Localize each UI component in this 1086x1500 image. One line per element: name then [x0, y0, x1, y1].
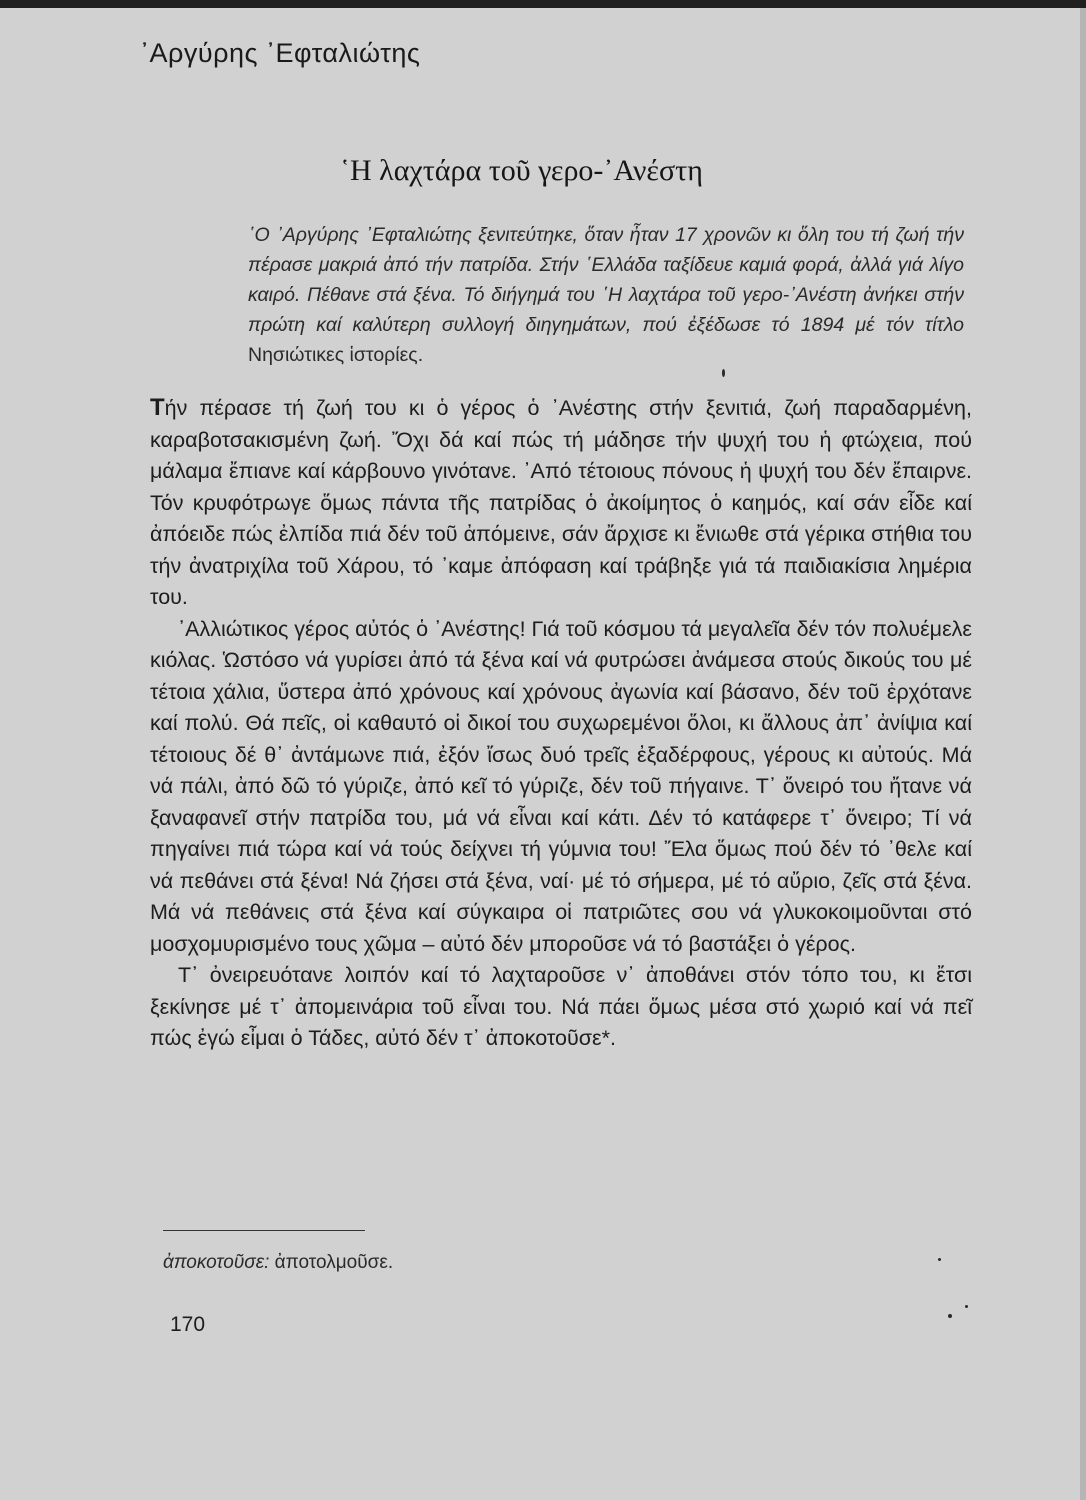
scan-right-edge	[1080, 8, 1086, 1500]
dust-speck	[965, 1305, 968, 1308]
footnote	[163, 1252, 393, 1274]
paragraph-1	[150, 392, 972, 614]
dust-speck	[722, 369, 725, 377]
paragraph-2: ᾿Αλλιώτικος γέρος αὐτός ὁ ᾿Ανέστης! Γιά τοῦ κόσμου τά μεγαλεῖα δέν τόν πολυέμελε κιόλας. Ὡστόσο νά γυρίσει ἀπό τά ξένα καί νά φυτρώσει ἀνάμεσα στούς δικούς του μέ τέτοια χάλια, ὕστερα ἀπό χρόνους καί χρόνους ἀγωνία καί βάσανο, δέν τοῦ ἐρχότανε καί πολύ. Θά πεῖς, οἱ καθαυτό οἱ δικοί του συχωρεμένοι ὅλοι, κι ἄλλους ἀπ᾿ ἀνίψια καί τέτοιους δέ θ᾿ ἀντάμωνε πιά, ἐξόν ἴσως δυό τρεῖς ἐξαδέρφους, γέρους κι αὐτούς. Μά νά πάλι, ἀπό δῶ τό γύριζε, ἀπό κεῖ τό γύριζε, δέν τοῦ πήγαινε. Τ᾿ ὄνειρό του ἤτανε νά ξαναφανεῖ στήν πατρίδα του, μά νά εἶναι καί κάτι. Δέν τό κατάφερε τ᾿ ὄνειρο; Τί νά πηγαίνει πιά τώρα καί νά τούς δείχνει τή γύμνια του! Ἔλα ὅμως πού δέν τό ᾿θελε καί νά πεθάνει στά ξένα! Νά ζήσει στά ξένα, ναί· μέ τό σήμερα, μέ τό αὔριο, ζεῖς στά ξένα. Μά νά πεθάνεις στά ξένα καί σύγκαιρα οἱ πατριῶτες σου νά γλυκοκοιμοῦνται στό μοσχομυρισμένο τους χῶμα – αὐτό δέν μποροῦσε νά τό βαστάξει ὁ γέρος.	[150, 616, 972, 956]
footnote-definition: ἀποτολμοῦσε.	[274, 1252, 394, 1273]
book-page	[0, 8, 1086, 1500]
intro-text: ῾Ο ᾿Αργύρης ᾿Εφταλιώτης ξενιτεύτηκε, ὅταν ἦταν 17 χρονῶν κι ὅλη του τή ζωή τήν πέρασε μακριά ἀπό τήν πατρίδα. Στήν ῾Ελλάδα ταξίδευε καμιά φορά, ἀλλά γιά λίγο καιρό. Πέθανε στά ξένα. Τό διήγημά του ῾Η λαχτάρα τοῦ γερο-᾿Ανέστη ἀνήκει στήν πρώτη καί καλύτερη συλλογή διηγημάτων, πού ἐξέδωσε τό 1894 μέ τόν τίτλο	[248, 224, 964, 336]
intro-note	[248, 220, 964, 370]
collection-title: Νησιώτικες ἱστορίες.	[248, 344, 424, 366]
running-header-author: ᾿Αργύρης ᾿Εφταλιώτης	[140, 38, 421, 68]
story-title: ῾Η λαχτάρα τοῦ γερο-᾿Ανέστη	[340, 154, 703, 187]
drop-cap: Τ	[150, 394, 165, 421]
dust-speck	[948, 1314, 952, 1318]
footnote-divider	[163, 1230, 365, 1231]
scan-top-edge	[0, 0, 1086, 8]
page-number: 170	[170, 1313, 206, 1336]
story-body	[150, 392, 972, 1055]
dust-speck	[938, 1258, 941, 1261]
footnote-term: ἀποκοτοῦσε:	[163, 1252, 270, 1273]
paragraph-3: Τ᾿ ὀνειρευότανε λοιπόν καί τό λαχταροῦσε ν᾿ ἀποθάνει στόν τόπο του, κι ἔτσι ξεκίνησε μέ τ᾿ ἀπομεινάρια τοῦ εἶναι του. Νά πάει ὅμως μέσα στό χωριό καί νά πεῖ πώς ἐγώ εἶμαι ὁ Τάδες, αὐτό δέν τ᾿ ἀποκοτοῦσε*.	[150, 963, 972, 1050]
paragraph-1-text: ήν πέρασε τή ζωή του κι ὁ γέρος ὁ ᾿Ανέστης στήν ξενιτιά, ζωή παραδαρμένη, καραβοτσακισμένη ζωή. Ὄχι δά καί πώς τή μάδησε τήν ψυχή του ἡ φτώχεια, πού μάλαμα ἔπιανε καί κάρβουνο γινότανε. ᾿Από τέτοιους πόνους ἡ ψυχή του δέν ἔπαιρνε. Τόν κρυφότρωγε ὅμως πάντα τῆς πατρίδας ὁ ἀκοίμητος ὁ καημός, καί σάν εἶδε καί ἀπόειδε πώς ἐλπίδα πιά δέν τοῦ ἀπόμεινε, σάν ἄρχισε κι ἔνιωθε στά γέρικα στήθια του τήν ἀνατριχίλα τοῦ Χάρου, τό ᾿καμε ἀπόφαση καί τράβηξε γιά τά παιδιακίσια λημέρια του.	[150, 396, 972, 609]
